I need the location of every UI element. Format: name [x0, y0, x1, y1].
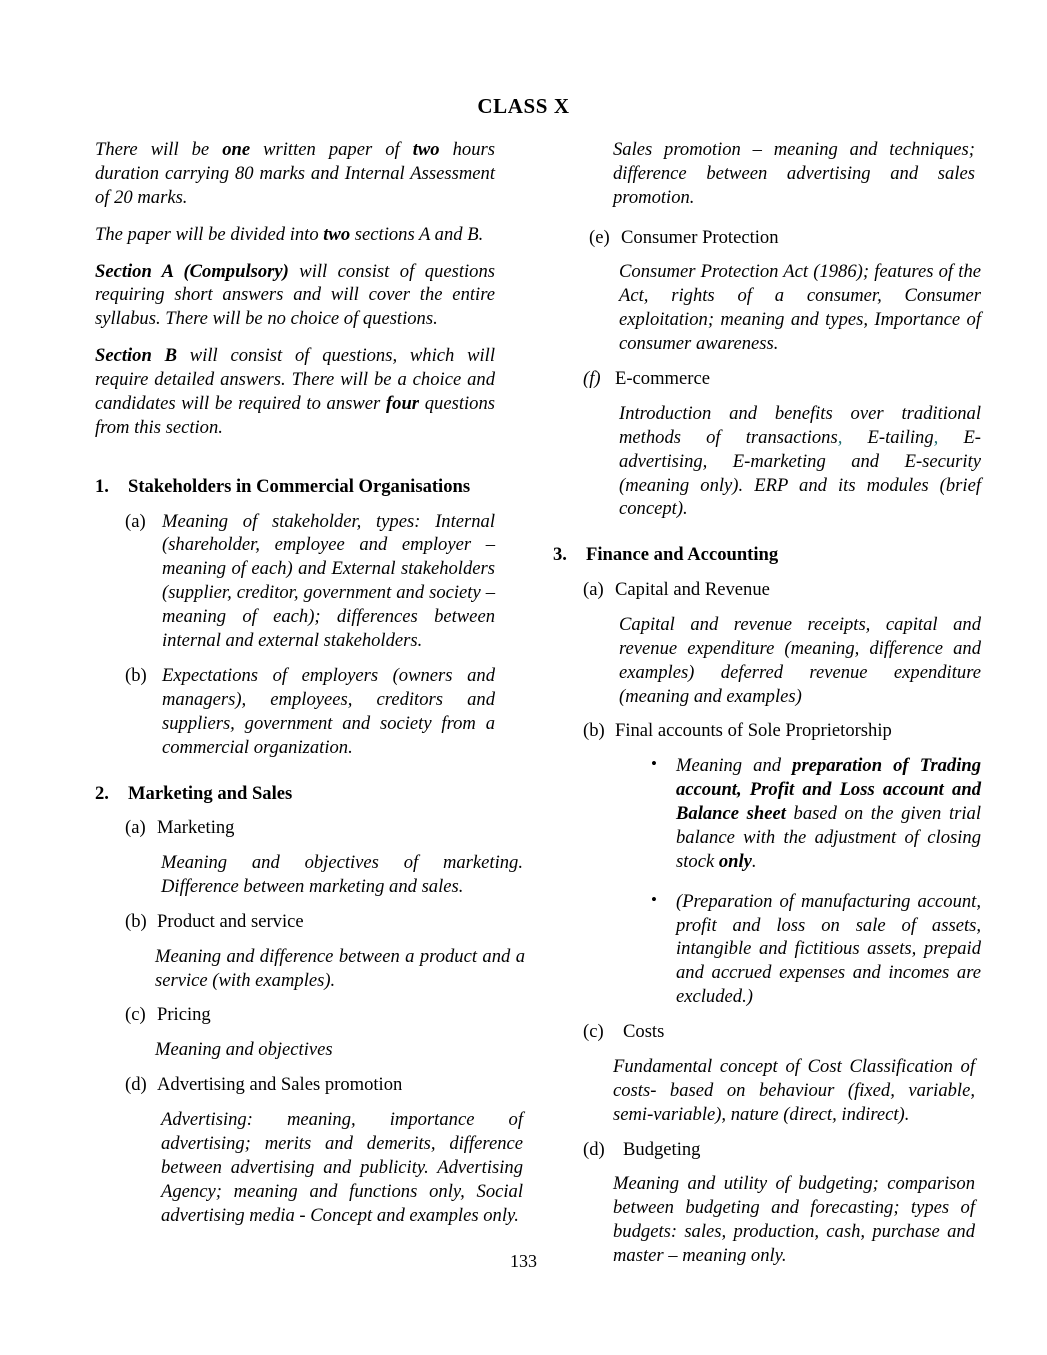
topic-number-2: 2.: [95, 782, 109, 804]
spacer: [583, 743, 953, 754]
topic-number-3: 3.: [553, 544, 567, 566]
item-label: (b): [125, 664, 147, 686]
subitem-label-row: [583, 1138, 953, 1162]
item-description: Capital and revenue receipts, capital and revenue expenditure (meaning, difference and examples) deferred revenue expenditure (meaning and examples): [619, 613, 981, 707]
list-item: [125, 664, 495, 760]
paragraph-paper-sections: The paper will be divided into two sections A and B.: [95, 223, 484, 245]
item-label: (c): [583, 1021, 604, 1043]
spacer: [553, 1127, 953, 1138]
subitem-3d: [583, 1138, 975, 1268]
topic-heading-1: [95, 475, 495, 499]
spacer: [95, 499, 495, 510]
subitem-label-row: [125, 1073, 495, 1097]
item-label: (c): [125, 1004, 146, 1026]
subitem-label-row: [583, 719, 953, 743]
spacer: [95, 992, 495, 1003]
spacer: [125, 934, 495, 945]
subitem-3a: [583, 578, 981, 708]
spacer: [95, 760, 495, 782]
paragraph-section-a: Section A (Compulsory) will consist of questions requiring short answers and will cover the entire syllabus. There will be no choice of questions.: [95, 260, 495, 330]
item-title: Budgeting: [623, 1138, 701, 1160]
bullet-text: (Preparation of manufacturing account, profit and loss on sale of assets, intangible and fictitious assets, prepaid and accrued expenses and incomes are excluded.): [676, 890, 981, 1008]
item-label: (b): [125, 910, 147, 932]
item-label: (f): [583, 368, 601, 390]
item-title: Consumer Protection: [621, 226, 779, 248]
spacer: [553, 210, 953, 226]
item-label: (e): [589, 226, 610, 248]
item-title: Marketing: [157, 817, 235, 839]
item-description: Meaning and utility of budgeting; comparison between budgeting and forecasting; types of budgets: sales, production, cash, purchase and master – meaning only.: [613, 1173, 975, 1267]
item-label: (d): [583, 1138, 605, 1160]
item-label: (a): [125, 510, 146, 532]
subitem-desc-wrap: [161, 851, 523, 899]
subitem-desc-wrap: [161, 1108, 523, 1227]
item-description: Introduction and benefits over traditional methods of transactions, E-tailing, E-advertising, E-marketing and E-security (meaning only). ERP and its modules (brief concept).: [619, 402, 981, 520]
spacer: [95, 1062, 495, 1073]
subitem-2f: [583, 367, 981, 521]
spacer: [553, 521, 953, 543]
bullet-text: Meaning and preparation of Trading account, Profit and Loss account and Balance sheet based on the given trial balance with the adjustment of closing stock only.: [676, 755, 982, 872]
item-description: Consumer Protection Act (1986); features of the Act, rights of a consumer, Consumer exploitation; meaning and types, Importance of consumer awareness.: [619, 261, 981, 355]
spacer: [589, 249, 953, 260]
item-label: (b): [583, 720, 605, 742]
spacer: [125, 1027, 495, 1038]
spacer: [95, 805, 495, 816]
subitem-desc-wrap: [155, 1038, 495, 1062]
topic-heading-3: [553, 543, 953, 567]
subitem-2b: [125, 910, 525, 993]
list-item: [125, 510, 495, 653]
spacer: [651, 874, 981, 890]
spacer: [125, 840, 495, 851]
bullet-icon: •: [651, 889, 657, 909]
list-item: [651, 754, 981, 873]
item-label: (d): [125, 1074, 147, 1096]
page-title: CLASS X: [477, 94, 570, 118]
paragraph-exam-structure: There will be one written paper of two hours duration carrying 80 marks and Internal Assessment of 20 marks.: [95, 139, 495, 208]
spacer: [95, 899, 495, 910]
subitem-2c: [125, 1003, 495, 1062]
spacer: [583, 1161, 953, 1172]
spacer: [125, 1097, 495, 1108]
subitem-3c: [583, 1020, 975, 1126]
subitem-2d: [125, 1073, 523, 1227]
topic-heading-2: [95, 782, 495, 806]
item-description: Meaning and objectives of marketing. Difference between marketing and sales.: [161, 852, 523, 897]
item-title: Capital and Revenue: [615, 579, 770, 601]
item-title: E-commerce: [615, 368, 710, 390]
item-text: Expectations of employers (owners and managers), employees, creditors and suppliers, government and society from a commercial organization.: [162, 664, 495, 758]
topic-1-items: [125, 510, 495, 760]
topic-title-3: Finance and Accounting: [586, 544, 779, 566]
item-title: Final accounts of Sole Proprietorship: [615, 720, 892, 742]
sales-promotion-desc-wrap: [613, 138, 975, 210]
spacer: [95, 453, 495, 475]
subitem-desc-wrap: [619, 260, 981, 356]
spacer: [583, 1044, 953, 1055]
subitem-label-row: [125, 816, 495, 840]
subitem-2e: [589, 226, 981, 356]
subitem-label-row: [125, 910, 495, 934]
subitem-desc-wrap: [613, 1055, 975, 1127]
topic-title-1: Stakeholders in Commercial Organisations: [128, 475, 471, 497]
subitem-label-row: [583, 1020, 953, 1044]
item-description: Fundamental concept of Cost Classification of costs- based on behaviour (fixed, variable, semi-variable), nature (direct, indirect).: [613, 1055, 975, 1125]
topic-title-2: Marketing and Sales: [128, 782, 293, 804]
item-description: Advertising: meaning, importance of advertising; merits and demerits, difference between advertising and publicity. Advertising Agency; meaning and functions only, Social advertising media - Concept and examples only.: [161, 1108, 523, 1226]
item-title: Advertising and Sales promotion: [157, 1074, 403, 1096]
subitem-desc-wrap: [619, 613, 981, 709]
item-label: (a): [125, 817, 146, 839]
paragraph-section-b: Section B will consist of questions, which will require detailed answers. There will be a choice and candidates will be required to answer four questions from this section.: [95, 345, 495, 438]
bullet-icon: •: [651, 754, 657, 774]
subitem-label-row: [589, 226, 953, 250]
item-title: Product and service: [157, 910, 304, 932]
bullet-list: [651, 754, 981, 1009]
item-title: Pricing: [157, 1004, 211, 1026]
spacer: [583, 602, 953, 613]
page-number: 133: [510, 1251, 537, 1271]
spacer: [125, 653, 495, 664]
list-item: [651, 890, 981, 1009]
item-title: Costs: [623, 1021, 665, 1043]
item-description: Meaning and difference between a product and a service (with examples).: [155, 945, 525, 991]
spacer: [553, 708, 953, 719]
subitem-label-row: [583, 578, 953, 602]
left-column: [95, 138, 525, 1227]
subitem-label-row: [583, 367, 953, 391]
subitem-desc-wrap: [155, 945, 525, 993]
spacer: [553, 1009, 953, 1020]
item-label: (a): [583, 579, 604, 601]
sales-promotion-description: Sales promotion – meaning and techniques; difference between advertising and sales promotion.: [613, 139, 975, 208]
spacer: [553, 567, 953, 578]
subitem-desc-wrap: [619, 402, 981, 521]
subitem-2a: [125, 816, 523, 899]
right-column: [553, 138, 982, 1268]
item-description: Meaning and objectives: [155, 1039, 333, 1061]
subitem-label-row: [125, 1003, 495, 1027]
spacer: [553, 356, 953, 367]
topic-number-1: 1.: [95, 475, 109, 497]
item-text: Meaning of stakeholder, types: Internal (shareholder, employee and employer – meaning of each) and External stakeholders (supplier, creditor, government and society – meaning of each); differences between internal and external stakeholders.: [162, 510, 495, 652]
subitem-3b: [583, 719, 982, 1009]
spacer: [583, 391, 953, 402]
